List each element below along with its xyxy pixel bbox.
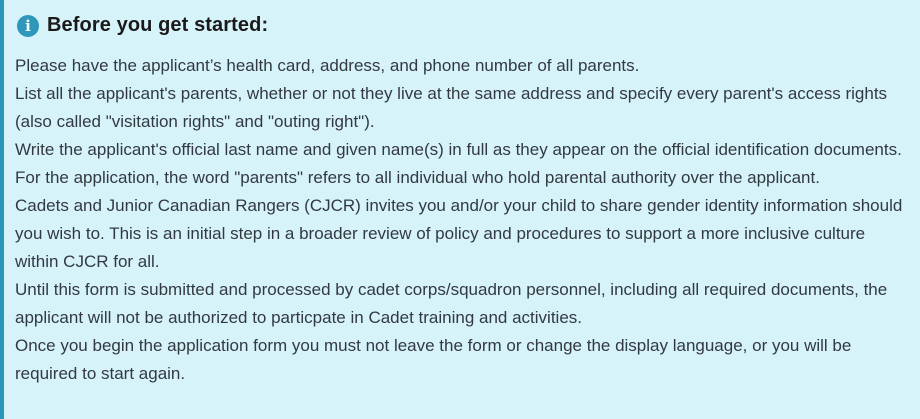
instruction-paragraph: List all the applicant's parents, whether or not they live at the same address and specify every parent's access rights (also called "visitation rights" and "outing right").: [15, 84, 888, 131]
instruction-paragraph: Please have the applicant’s health card, address, and phone number of all parents.: [15, 56, 640, 75]
instructions-list: [15, 52, 905, 388]
info-icon: i: [17, 15, 39, 37]
panel-title: Before you get started:: [47, 14, 269, 36]
instruction-paragraph: Until this form is submitted and processed by cadet corps/squadron personnel, including all required documents, the applicant will not be authorized to particpate in Cadet training and activities.: [15, 280, 888, 327]
instruction-paragraph: For the application, the word "parents" refers to all individual who hold parental authority over the applicant.: [15, 168, 820, 187]
instruction-paragraph: Once you begin the application form you must not leave the form or change the display language, or you will be required to start again.: [15, 336, 852, 383]
instruction-paragraph: Write the applicant's official last name and given name(s) in full as they appear on the official identification documents.: [15, 140, 902, 159]
instruction-paragraph: Cadets and Junior Canadian Rangers (CJCR) invites you and/or your child to share gender identity information should you wish to. This is an initial step in a broader review of policy and procedures to support a more inclusive culture within CJCR for all.: [15, 196, 903, 271]
panel-heading-row: [17, 14, 905, 37]
